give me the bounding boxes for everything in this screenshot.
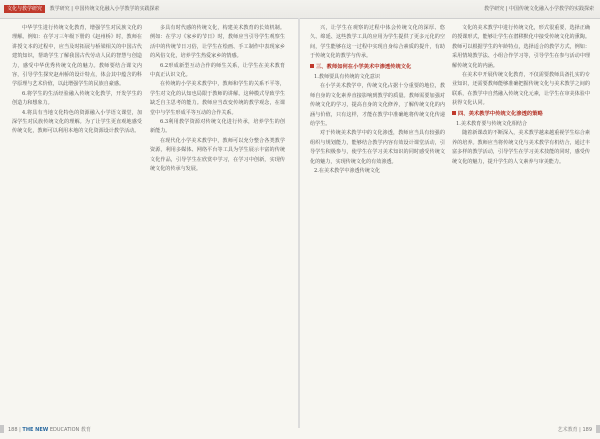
section-heading: 四、美术教学中传统文化渗透的策略: [452, 110, 590, 119]
left-corner-mark: [0, 425, 4, 433]
paragraph: 6.2形成新型互动合作的师生关系，让学生在美术教育中真正认识文化。: [150, 62, 285, 79]
header-right-title: 教学研究 | 中国传统文化融入小学教学的实践探索: [484, 6, 594, 12]
section-heading: 三、教师如何在小学美术中渗透传统文化: [310, 63, 445, 72]
heading-bullet-icon: [310, 64, 314, 68]
subheading: 1.美术教育要与传统文化相结合: [456, 121, 528, 128]
right-corner-mark: [596, 425, 600, 433]
column-4: [452, 24, 590, 412]
paragraph: 中华学生进行传统文化教育，增强学生对民族文化的理解。例如：在学习三年级下册的《赵州桥》时，教师在讲授文本的过程中，应当及时拓展与桥梁相关的中国古代建筑知识，帮助学生了解我国古代劳动人民的智慧与创造力，感受中华优秀传统文化的魅力。教师要结合课文内容，引导学生探究赵州桥的设计特点，体会其中蕴含的科学原理与艺术价值，以此增强学生的民族自豪感。: [12, 25, 142, 88]
footer-right: 艺术教育 | 189: [557, 427, 592, 433]
paragraph: 对于传统美术教学中的文化渗透，教师应当具有较强的组织与规划能力，能够结合教学内容有效设计课堂活动，引导学生积极参与，使学生在学习美术知识的同时感受传统文化的魅力，实现传统文化的有效渗透。: [310, 130, 445, 165]
subheading: 1.教师要具有传统的文化意识: [314, 74, 380, 81]
paragraph: 6.将学生的生活经验融入传统文化教学，开发学生的创造力和想象力。: [12, 90, 142, 107]
paragraph: 兴，让学生在观察的过程中体会传统文化的深厚、悠久、绵延、这些教学工具的应用为学生提供了更多元化的空间，学生能够在这一过程中实现自身综合素质的提升，有助于传统文化的教学与传承。: [310, 25, 445, 60]
heading-bullet-icon: [452, 111, 456, 115]
section-tag: 文化与教学研究: [4, 5, 45, 13]
footer-left: 188 | THE NEW EDUCATION 教育: [8, 427, 91, 433]
column-1: [12, 24, 142, 412]
page-number-right: 189: [582, 427, 592, 433]
subheading: 2.在美术教学中渗透传统文化: [314, 168, 380, 175]
footer-section: 艺术教育: [557, 427, 578, 433]
page-gutter: [298, 18, 300, 428]
paragraph: 在现代化小学美术教学中，教师可以充分整合各类教学资源，利用多媒体、网络平台等工具为学生展示丰富的传统文化作品，引导学生在欣赏中学习，在学习中创新，实现传统文化的传承与发展。: [150, 137, 285, 173]
paragraph: 随着新课改的不断深入，美术教学越来越重视学生综合素养的培养。教师应当将传统文化与美术教学有机结合，通过丰富多样的教学活动，引导学生在学习美术技能的同时，感受传统文化的魅力，提升学生的人文素养与审美能力。: [452, 130, 590, 165]
magazine-name: THE NEW: [22, 427, 49, 433]
magazine-subtitle: EDUCATION 教育: [49, 427, 91, 433]
running-header: [0, 0, 600, 19]
paragraph: 在小学美术教学中，传统文化占据十分重要的地位，教师自身的文化素养直接影响到教学的质量。教师需要加强对传统文化的学习，提高自身的文化修养，了解传统文化的内涵与价值，只有这样，才能在教学中准确地将传统文化传递给学生。: [310, 83, 445, 128]
column-3: [310, 24, 445, 412]
paragraph: 在传统的小学美术教学中，教师和学生的关系不平等，学生对文化的认知也局限于教师的讲解。这种模式导致学生缺乏自主思考的能力。教师应当改变传统的教学观念，在课堂中与学生形成平等互动的合作关系。: [150, 81, 285, 116]
paragraph: 多具有时代感的传统文化，构建美术教育的长效机制。例如：在学习《家乡的节日》时，教师应当引导学生观察生活中的传统节日习俗，让学生在绘画、手工制作中表现家乡的风俗文化，培养学生热爱家乡的情感。: [150, 25, 285, 60]
header-left: [4, 0, 159, 18]
paragraph: 在美术中开展传统文化教育，不仅需要教师具备扎实的专业知识，还需要教师能够准确把握传统文化与美术教学之间的联系，在教学中自然融入传统文化元素，让学生在审美体验中获得文化认同。: [452, 72, 590, 107]
paragraph: 6.3利用教学资源对传统文化进行传承，培养学生的创新能力。: [150, 119, 285, 135]
paragraph: 文化的美术教学中进行传统文化，形式很重要，选择正确的授课形式，能够让学生在潜移默化中接受传统文化的熏陶。教师可以根据学生的年龄特点，选择适合的教学方式，例如：采用情境教学法、小组合作学习等，引导学生在参与活动中理解传统文化的内涵。: [452, 25, 590, 69]
paragraph: 4.将具有当地文化特色的资源融入小学语文课堂，加深学生对民族传统文化的理解。为了让学生更直观地感受传统文化，教师可以利用本地的文化资源设计教学活动。: [12, 109, 142, 135]
page-number-left: 188: [8, 427, 18, 433]
header-left-title: 教学研究 | 中国传统文化融入小学教学的实践探索: [49, 6, 160, 12]
column-2: [150, 24, 285, 412]
